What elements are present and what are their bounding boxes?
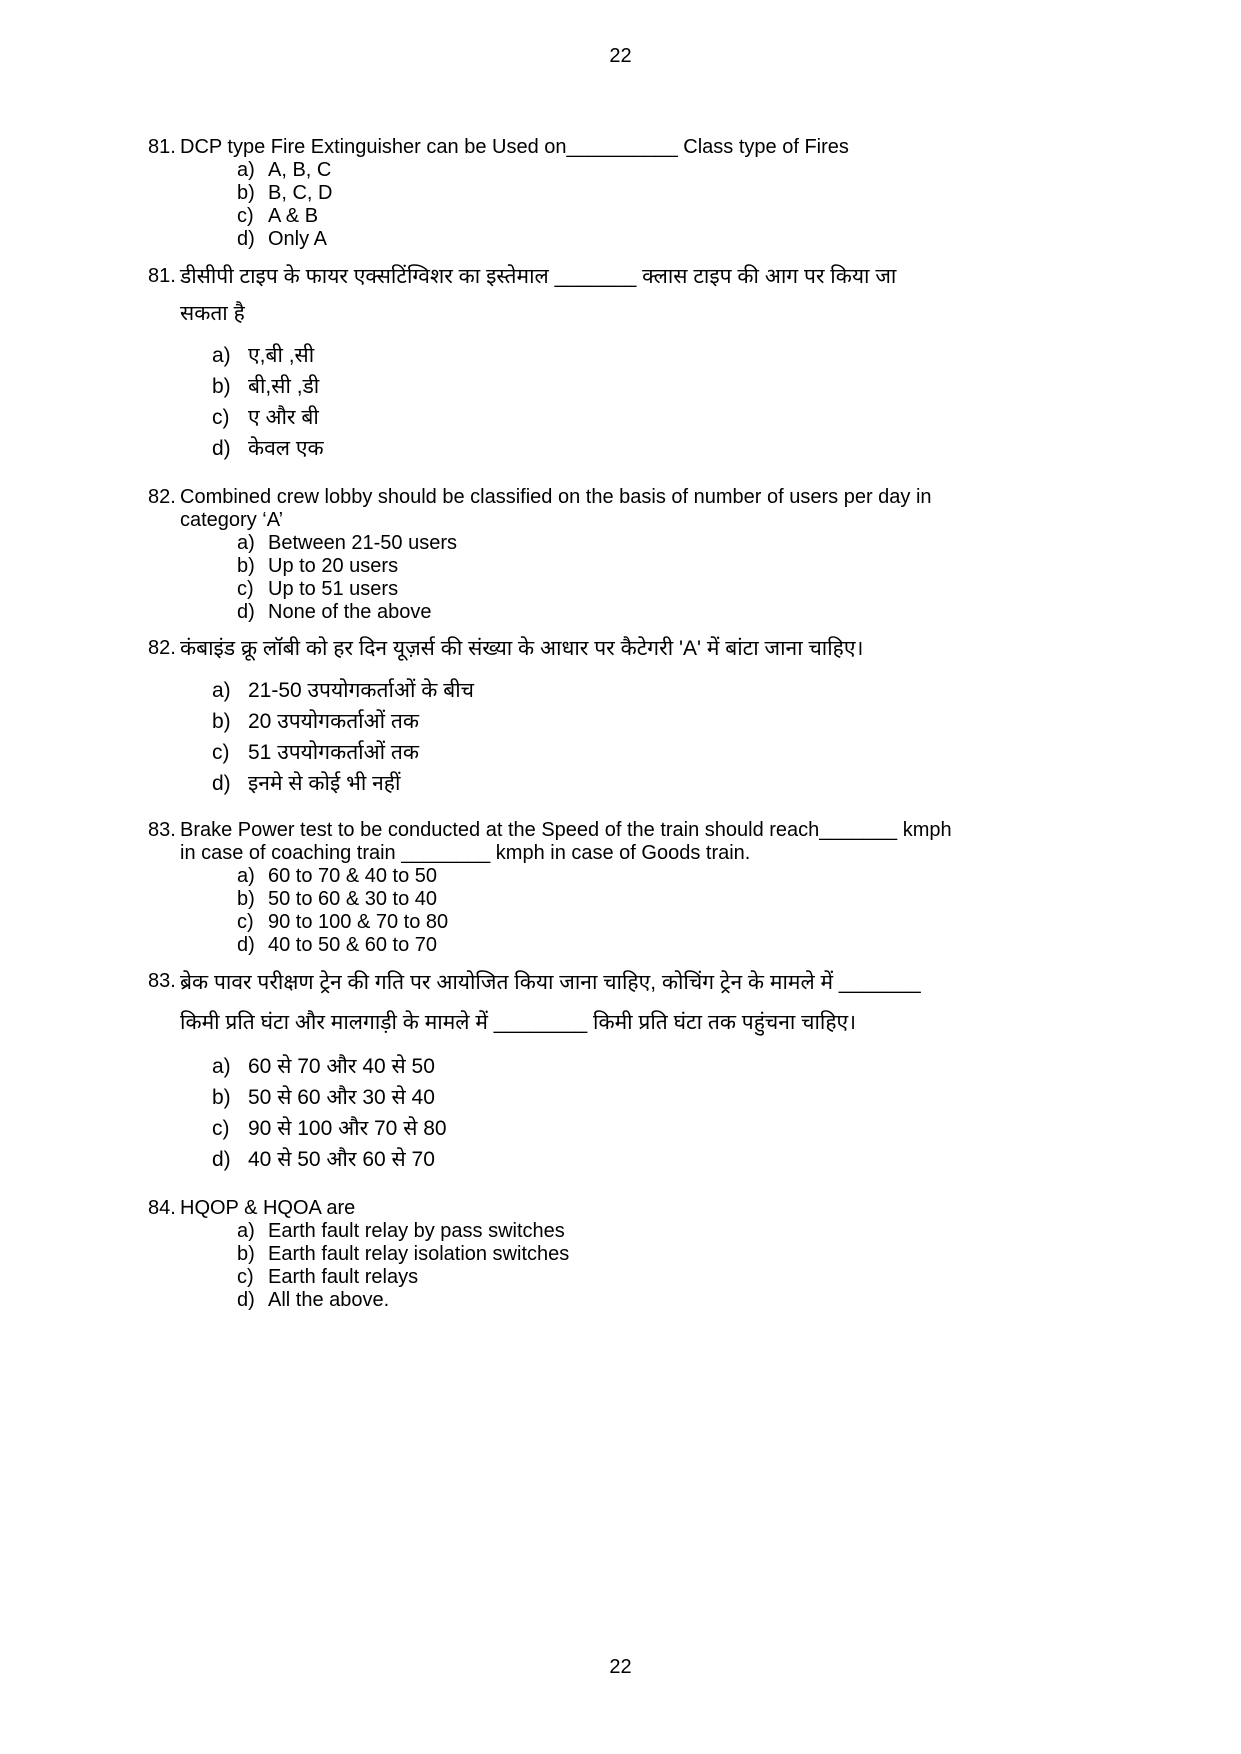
option-list (212, 340, 1128, 464)
option-c (237, 1266, 1128, 1289)
question-number: 83. (148, 970, 176, 992)
option-text: 90 to 100 & 70 to 80 (268, 911, 449, 933)
option-list (212, 1051, 1128, 1175)
option-label: b) (237, 555, 255, 577)
option-label: d) (237, 934, 255, 956)
option-text: Between 21-50 users (268, 532, 458, 554)
question-text-line: ब्रेक पावर परीक्षण ट्रेन की गति पर आयोजित किया जाना चाहिए, कोचिंग ट्रेन के मामले में _______ (180, 971, 921, 994)
option-c (212, 737, 1128, 768)
option-a (212, 340, 1128, 371)
option-text: ए,बी ,सी (248, 344, 315, 367)
question-text (180, 963, 1128, 1043)
option-d (237, 228, 1128, 251)
option-label: d) (212, 772, 231, 795)
question-text-line: category ‘A’ (180, 509, 284, 531)
option-a (237, 532, 1128, 555)
question-text-line: in case of coaching train ________ kmph in case of Goods train. (180, 842, 751, 864)
option-text: Up to 20 users (268, 555, 399, 577)
option-b (212, 706, 1128, 737)
option-text: 40 to 50 & 60 to 70 (268, 934, 438, 956)
option-label: c) (212, 406, 230, 429)
page-content (148, 136, 1128, 1312)
option-label: b) (212, 1086, 231, 1109)
option-d (237, 1289, 1128, 1312)
option-list (237, 159, 1128, 251)
question-stem (148, 630, 1128, 667)
option-list (237, 865, 1128, 957)
question-text-line: कंबाइंड क्रू लॉबी को हर दिन यूज़र्स की संख्या के आधार पर कैटेगरी 'A' में बांटा जाना चाहिए। (180, 637, 864, 660)
option-b (237, 555, 1128, 578)
question-number: 83. (148, 819, 176, 841)
option-b (212, 371, 1128, 402)
option-label: a) (212, 679, 231, 702)
question-text-line: किमी प्रति घंटा और मालगाड़ी के मामले में ________ किमी प्रति घंटा तक पहुंचना चाहिए। (180, 1011, 857, 1034)
option-a (212, 675, 1128, 706)
option-label: d) (212, 437, 231, 460)
question-stem (148, 486, 1128, 532)
question-text-line: सकता है (180, 302, 245, 325)
option-a (237, 159, 1128, 182)
option-text: 51 उपयोगकर्ताओं तक (248, 741, 420, 764)
option-text: All the above. (268, 1289, 390, 1311)
question-82-hindi (148, 630, 1128, 799)
question-text-line: HQOP & HQOA are (180, 1197, 356, 1219)
option-label: a) (237, 159, 255, 181)
option-b (237, 182, 1128, 205)
option-label: b) (212, 710, 231, 733)
option-text: None of the above (268, 601, 432, 623)
question-83-hindi (148, 963, 1128, 1175)
question-84-english (148, 1197, 1128, 1312)
option-label: a) (237, 1220, 255, 1242)
option-label: d) (237, 1289, 255, 1311)
question-stem (148, 258, 1128, 332)
option-d (237, 934, 1128, 957)
option-text: A, B, C (268, 159, 332, 181)
question-text-line: Combined crew lobby should be classified on the basis of number of users per day in (180, 486, 932, 508)
question-number: 81. (148, 136, 176, 158)
option-label: c) (237, 1266, 254, 1288)
option-label: c) (212, 1117, 230, 1140)
option-label: c) (212, 741, 230, 764)
option-c (237, 578, 1128, 601)
option-label: c) (237, 578, 254, 600)
option-text: B, C, D (268, 182, 333, 204)
option-text: 21-50 उपयोगकर्ताओं के बीच (248, 679, 474, 702)
option-label: d) (237, 601, 255, 623)
question-81-hindi (148, 258, 1128, 464)
question-stem (148, 1197, 1128, 1220)
question-82-english (148, 486, 1128, 624)
option-text: 90 से 100 और 70 से 80 (248, 1117, 447, 1140)
question-text (180, 258, 1128, 332)
question-stem (148, 819, 1128, 865)
option-text: इनमे से कोई भी नहीं (248, 772, 401, 795)
question-stem (148, 136, 1128, 159)
option-d (212, 433, 1128, 464)
question-text-line: Brake Power test to be conducted at the Speed of the train should reach_______ kmph (180, 819, 952, 841)
option-list (212, 675, 1128, 799)
option-text: Earth fault relay by pass switches (268, 1220, 565, 1242)
question-number: 81. (148, 265, 176, 287)
question-text-line: DCP type Fire Extinguisher can be Used on__________ Class type of Fires (180, 136, 849, 158)
option-text: Up to 51 users (268, 578, 399, 600)
option-text: 60 से 70 और 40 से 50 (248, 1055, 435, 1078)
option-text: केवल एक (248, 437, 324, 460)
question-number: 82. (148, 637, 176, 659)
option-a (237, 865, 1128, 888)
option-text: ए और बी (248, 406, 319, 429)
option-c (237, 911, 1128, 934)
question-text (180, 136, 1128, 159)
option-text: Earth fault relay isolation switches (268, 1243, 570, 1265)
option-list (237, 532, 1128, 624)
option-label: a) (237, 532, 255, 554)
option-d (212, 768, 1128, 799)
option-text: 50 to 60 & 30 to 40 (268, 888, 438, 910)
option-d (237, 601, 1128, 624)
option-text: A & B (268, 205, 319, 227)
option-text: 40 से 50 और 60 से 70 (248, 1148, 435, 1171)
option-d (212, 1144, 1128, 1175)
question-83-english (148, 819, 1128, 957)
option-a (237, 1220, 1128, 1243)
option-c (212, 402, 1128, 433)
question-81-english (148, 136, 1128, 251)
option-text: 50 से 60 और 30 से 40 (248, 1086, 435, 1109)
option-label: a) (212, 1055, 231, 1078)
option-text: Only A (268, 228, 327, 250)
option-label: c) (237, 911, 254, 933)
option-b (237, 1243, 1128, 1266)
option-text: 60 to 70 & 40 to 50 (268, 865, 438, 887)
question-number: 84. (148, 1197, 176, 1219)
option-label: d) (212, 1148, 231, 1171)
option-text: 20 उपयोगकर्ताओं तक (248, 710, 420, 733)
option-label: d) (237, 228, 255, 250)
option-a (212, 1051, 1128, 1082)
option-label: a) (237, 865, 255, 887)
option-label: b) (237, 1243, 255, 1265)
option-text: Earth fault relays (268, 1266, 419, 1288)
question-text (180, 486, 1128, 532)
page-number-bottom: 22 (609, 1656, 632, 1678)
question-number: 82. (148, 486, 176, 508)
option-label: b) (237, 182, 255, 204)
option-text: बी,सी ,डी (248, 375, 320, 398)
option-label: b) (237, 888, 255, 910)
option-c (212, 1113, 1128, 1144)
option-label: b) (212, 375, 231, 398)
option-b (212, 1082, 1128, 1113)
option-list (237, 1220, 1128, 1312)
question-text (180, 630, 1128, 667)
page-number-top: 22 (609, 45, 632, 67)
option-b (237, 888, 1128, 911)
option-c (237, 205, 1128, 228)
question-text (180, 1197, 1128, 1220)
question-text (180, 819, 1128, 865)
question-stem (148, 963, 1128, 1043)
question-text-line: डीसीपी टाइप के फायर एक्सटिंग्विशर का इस्तेमाल _______ क्लास टाइप की आग पर किया जा (180, 265, 897, 288)
option-label: a) (212, 344, 231, 367)
option-label: c) (237, 205, 254, 227)
